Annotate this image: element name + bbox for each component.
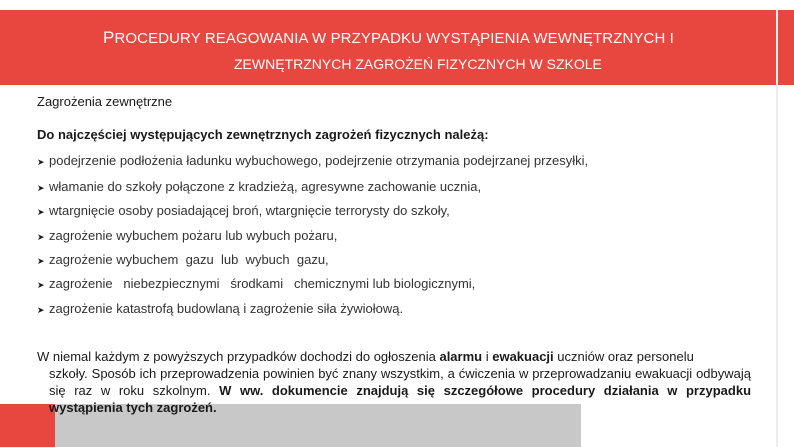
arrow-bullet-icon: ➤ [37,256,45,266]
page-title-line1: PROCEDURY REAGOWANIA W PRZYPADKU WYSTĄPIENIA WEWNĘTRZNYCH I [103,28,674,47]
arrow-bullet-icon: ➤ [37,305,45,315]
evacuation-paragraph: W niemal każdym z powyższych przypadków dochodzi do ogłoszenia alarmu i ewakuacji uczniów oraz personelu szkoły. Sposób ich przeprowadzenia powinien być znany wszystkim, a ćwiczenia w przeprowadzaniu ewakuacji odbywają się raz w roku szkolnym. W ww. dokumencie znajdują się szczegółowe procedury działania w przypadku wystąpienia tych zagrożeń. [37,349,752,415]
list-item: ➤ zagrożenie wybuchem pożaru lub wybuch pożaru, [37,228,338,243]
page-title-line2: ZEWNĘTRZNYCH ZAGROŻEŃ FIZYCZNYCH W SZKOLE [234,56,602,72]
arrow-bullet-icon: ➤ [37,183,45,193]
section-subtitle: Zagrożenia zewnętrzne [37,94,173,109]
arrow-bullet-icon: ➤ [37,280,45,290]
list-item: ➤ wtargnięcie osoby posiadającej broń, wtargnięcie terrorysty do szkoły, [37,203,450,218]
header-banner [0,10,794,85]
list-item: ➤ zagrożenie wybuchem gazu lub wybuch gazu, [37,252,329,267]
list-item: ➤ podejrzenie podłożenia ładunku wybuchowego, podejrzenie otrzymania podejrzanej przesyłki, [37,153,589,168]
list-item: ➤ zagrożenie katastrofą budowlaną i zagrożenie siła żywiołową. [37,301,404,316]
arrow-bullet-icon: ➤ [37,232,45,242]
arrow-bullet-icon: ➤ [37,157,45,167]
section-lead: Do najczęściej występujących zewnętrznych zagrożeń fizycznych należą: [37,127,489,142]
arrow-bullet-icon: ➤ [37,207,45,217]
list-item: ➤ włamanie do szkoły połączone z kradzieżą, agresywne zachowanie ucznia, [37,179,482,194]
list-item: ➤ zagrożenie niebezpiecznymi środkami chemicznymi lub biologicznymi, [37,276,476,291]
right-divider [776,10,778,447]
